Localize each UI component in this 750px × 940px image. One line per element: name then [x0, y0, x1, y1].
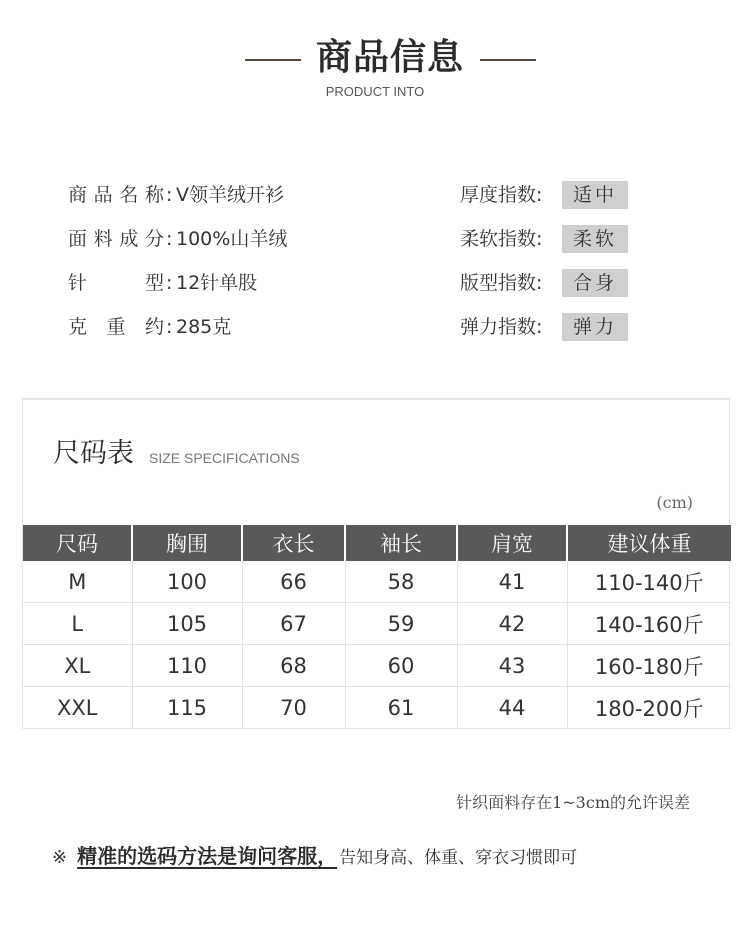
table-cell: M — [23, 561, 132, 603]
info-value-name: V领羊绒开衫 — [176, 184, 284, 206]
column-header-shoulder: 肩宽 — [457, 525, 567, 561]
title-divider-right — [480, 59, 536, 61]
info-value-gauge: 12针单股 — [176, 272, 258, 294]
table-row — [23, 645, 731, 687]
table-cell: XXL — [23, 687, 132, 729]
table-cell: XL — [23, 645, 132, 687]
note-rest: 告知身高、体重、穿衣习惯即可 — [339, 848, 578, 868]
info-colon: : — [166, 272, 173, 294]
section-header — [0, 34, 750, 82]
table-cell: 140-160斤 — [567, 603, 731, 645]
size-advice-note — [52, 840, 577, 869]
info-colon: : — [166, 228, 173, 250]
tolerance-note: 针织面料存在1~3cm的允许误差 — [456, 793, 690, 812]
table-cell: L — [23, 603, 132, 645]
table-cell: 61 — [345, 687, 457, 729]
table-cell: 59 — [345, 603, 457, 645]
note-emphasis: 精准的选码方法是询问客服， — [77, 844, 338, 868]
column-header-sleeve: 袖长 — [345, 525, 457, 561]
info-label-gauge: 针型 — [68, 272, 164, 294]
table-row — [23, 561, 731, 603]
index-badge-elasticity: 弹力 — [562, 313, 628, 341]
info-colon: : — [166, 316, 173, 338]
info-value-weight: 285克 — [176, 316, 232, 338]
column-header-weight: 建议体重 — [567, 525, 731, 561]
table-cell: 100 — [132, 561, 242, 603]
table-cell: 42 — [457, 603, 567, 645]
index-badge-fit: 合身 — [562, 269, 628, 297]
page-title: 商品信息 — [315, 37, 464, 78]
index-label-thickness: 厚度指数: — [460, 184, 543, 206]
index-badge-thickness: 适中 — [562, 181, 628, 209]
index-label-fit: 版型指数: — [460, 272, 543, 294]
size-table-header-row — [23, 525, 731, 561]
table-cell: 66 — [242, 561, 345, 603]
info-label-fabric: 面料成分 — [68, 228, 164, 250]
table-cell: 160-180斤 — [567, 645, 731, 687]
table-cell: 58 — [345, 561, 457, 603]
title-divider-left — [245, 59, 301, 61]
size-chart-panel — [22, 398, 730, 728]
table-cell: 110 — [132, 645, 242, 687]
table-cell: 44 — [457, 687, 567, 729]
index-label-elasticity: 弹力指数: — [460, 316, 543, 338]
column-header-chest: 胸围 — [132, 525, 242, 561]
table-cell: 43 — [457, 645, 567, 687]
table-cell: 110-140斤 — [567, 561, 731, 603]
table-cell: 60 — [345, 645, 457, 687]
page-subtitle: PRODUCT INTO — [325, 84, 425, 99]
index-badge-softness: 柔软 — [562, 225, 628, 253]
size-chart-unit: (cm) — [656, 493, 693, 512]
table-row — [23, 687, 731, 729]
table-cell: 70 — [242, 687, 345, 729]
index-label-softness: 柔软指数: — [460, 228, 543, 250]
table-cell: 68 — [242, 645, 345, 687]
info-label-name: 商品名称 — [68, 184, 164, 206]
column-header-size: 尺码 — [23, 525, 132, 561]
size-table — [23, 525, 731, 729]
table-row — [23, 603, 731, 645]
size-chart-subtitle: SIZE SPECIFICATIONS — [149, 450, 300, 466]
column-header-length: 衣长 — [242, 525, 345, 561]
info-colon: : — [166, 184, 173, 206]
table-cell: 180-200斤 — [567, 687, 731, 729]
table-cell: 105 — [132, 603, 242, 645]
table-cell: 41 — [457, 561, 567, 603]
table-cell: 67 — [242, 603, 345, 645]
info-value-fabric: 100%山羊绒 — [176, 228, 288, 250]
note-mark: ※ — [52, 847, 68, 868]
info-label-weight: 克重约 — [68, 316, 164, 338]
size-chart-title: 尺码表 — [53, 438, 134, 469]
table-cell: 115 — [132, 687, 242, 729]
